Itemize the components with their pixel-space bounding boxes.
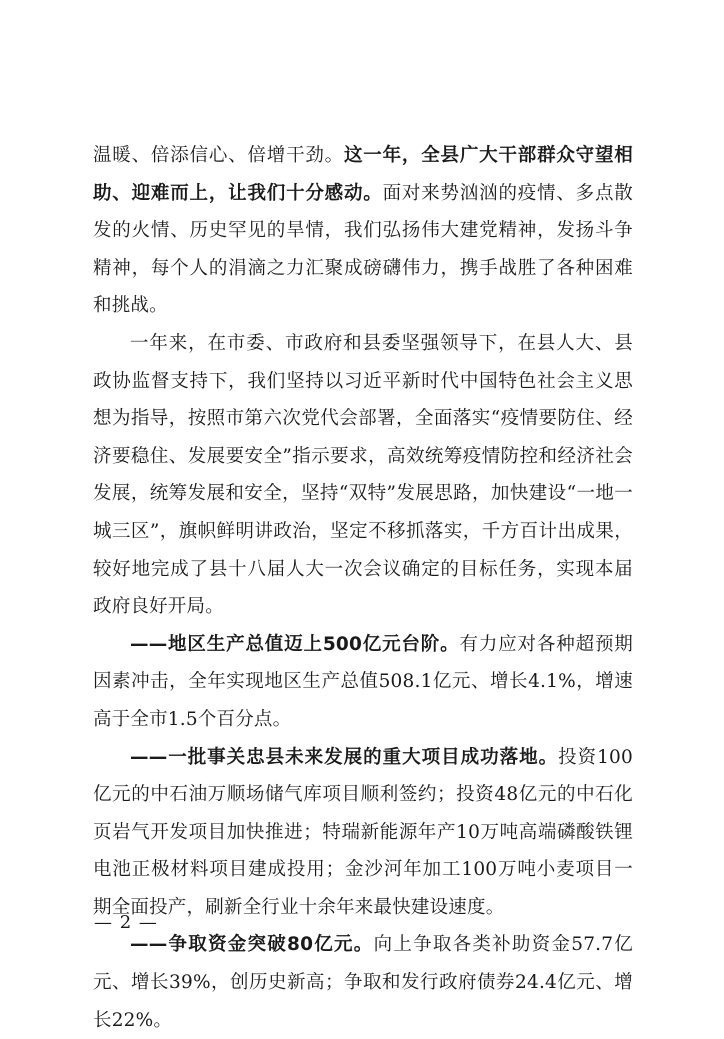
- paragraph-2: [93, 325, 633, 626]
- paragraph-1-run-1: 温暖、倍添信心、倍增干劲。: [93, 145, 344, 166]
- paragraph-3-run-2: 有力应对各种超预期因素冲击，全年实现地区生产总值508.1亿元、增长4.1%，增速高于全市1.5个百分点。: [93, 633, 633, 730]
- paragraph-1: [93, 137, 633, 325]
- paragraph-1-run-3: 面对来势汹汹的疫情、多点散发的火情、历史罕见的旱情，我们弘扬伟大建党精神，发扬斗争精神，每个人的涓滴之力汇聚成磅礴伟力，携手战胜了各种困难和挑战。: [93, 182, 633, 317]
- paragraph-3: [93, 626, 633, 739]
- paragraph-5: [93, 926, 633, 1039]
- paragraph-5-heading: ——争取资金突破80亿元。: [130, 934, 374, 956]
- paragraph-2-run-1: 一年来，在市委、市政府和县委坚强领导下，在县人大、县政协监督支持下，我们坚持以习近平新时代中国特色社会主义思想为指导，按照市第六次党代会部署，全面落实“疫情要防住、经济要稳住、发展要安全”指示要求，高效统筹疫情防控和经济社会发展，统筹发展和安全，坚持“双特”发展思路，加快建设“一地一城三区”，旗帜鲜明讲政治，坚定不移抓落实，千方百计出成果，较好地完成了县十八届人大一次会议确定的目标任务，实现本届政府良好开局。: [93, 332, 633, 618]
- paragraph-4-run-2: 投资100亿元的中石油万顺场储气库项目顺利签约；投资48亿元的中石化页岩气开发项目加快推进；特瑞新能源年产10万吨高端磷酸铁锂电池正极材料项目建成投用；金沙河年加工100万吨小麦项目一期全面投产，刷新全行业十余年来最快建设速度。: [93, 746, 633, 918]
- paragraph-1-bold-run: 这一年，全县广大干部群众守望相助、迎难而上，让我们十分感动。: [93, 145, 633, 204]
- paragraph-5-run-2: 向上争取各类补助资金57.7亿元、增长39%，创历史新高；争取和发行政府债券24.4亿元、增长22%。: [93, 934, 633, 1031]
- paragraph-3-heading: ——地区生产总值迈上500亿元台阶。: [130, 633, 460, 655]
- document-body: [93, 137, 633, 1039]
- paragraph-4: [93, 739, 633, 927]
- paragraph-4-heading: ——一批事关忠县未来发展的重大项目成功落地。: [130, 746, 559, 768]
- page-number: — 2 —: [94, 912, 158, 933]
